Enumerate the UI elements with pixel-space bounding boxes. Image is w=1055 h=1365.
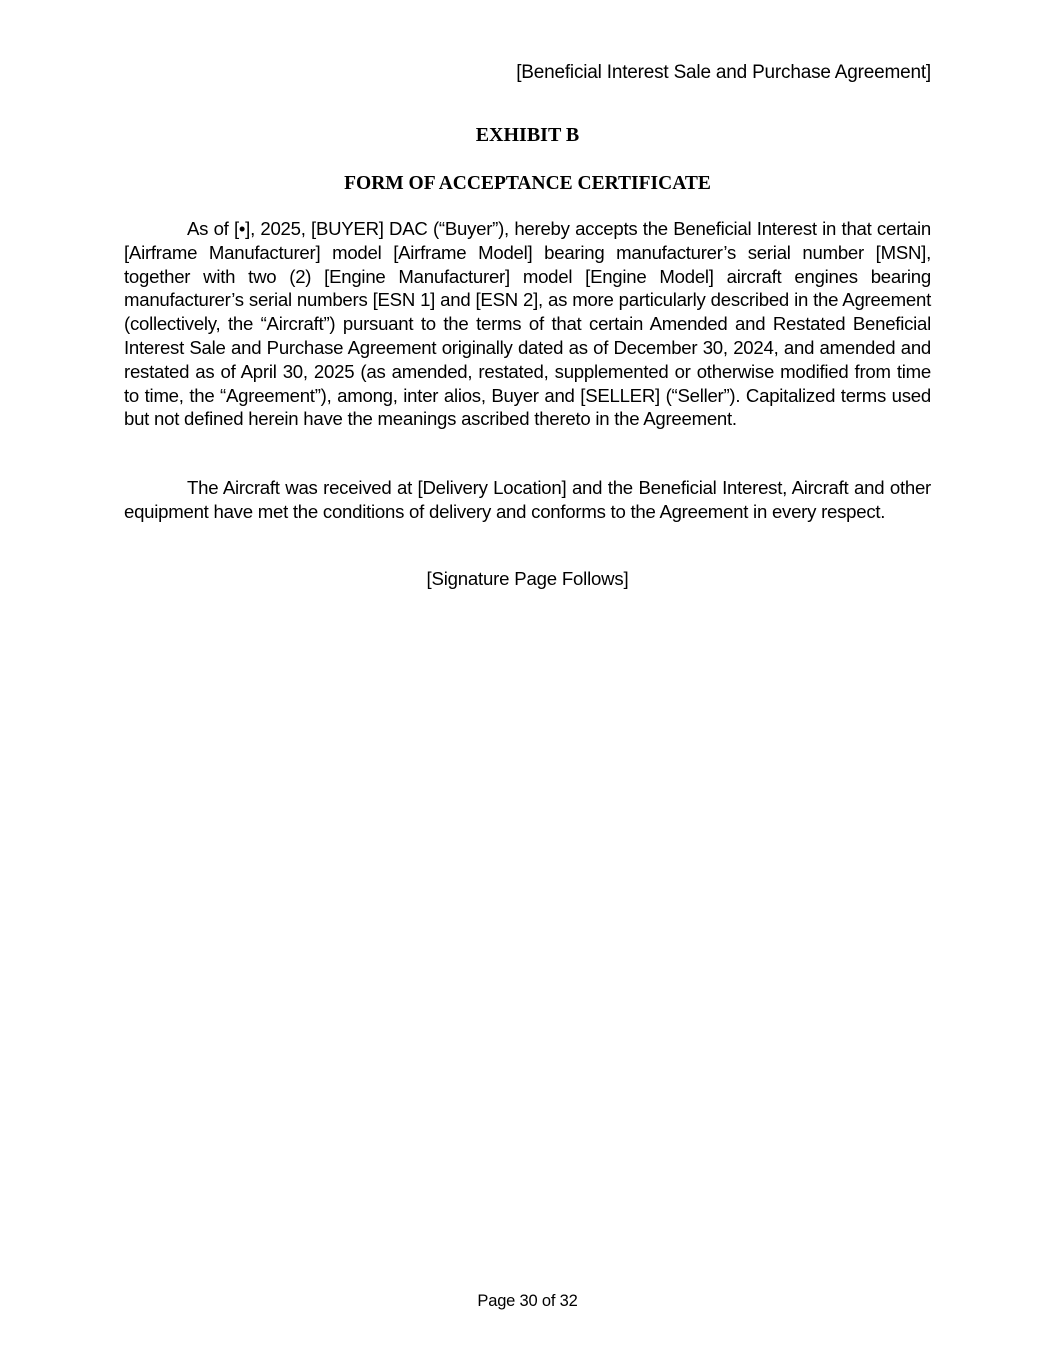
running-header: [Beneficial Interest Sale and Purchase Agreement] <box>516 62 931 83</box>
page-number: Page 30 of 32 <box>477 1292 578 1310</box>
exhibit-title: EXHIBIT B <box>475 124 580 146</box>
delivery-paragraph <box>124 476 931 524</box>
signature-page-follows-note: [Signature Page Follows] <box>426 568 629 589</box>
form-title: FORM OF ACCEPTANCE CERTIFICATE <box>344 173 711 194</box>
acceptance-paragraph-text: As of [•], 2025, [BUYER] DAC (“Buyer”), hereby accepts the Beneficial Interest in that certain [Airframe Manufacturer] model [Airframe Model] bearing manufacturer’s serial number [MSN], together with two (2) [Engine Manufacturer] model [Engine Model] aircraft engines bearing manufacturer’s serial numbers [ESN 1] and [ESN 2], as more particularly described in the Agreement (collectively, the “Aircraft”) pursuant to the terms of that certain Amended and Restated Beneficial Interest Sale and Purchase Agreement originally dated as of December 30, 2024, and amended and restated as of April 30, 2025 (as amended, restated, supplemented or otherwise modified from time to time, the “Agreement”), among, inter alios, Buyer and [SELLER] (“Seller”). Capitalized terms used but not defined herein have the meanings ascribed thereto in the Agreement. <box>124 218 931 430</box>
delivery-paragraph-text: The Aircraft was received at [Delivery Location] and the Beneficial Interest, Aircraft and other equipment have met the conditions of delivery and conforms to the Agreement in every respect. <box>124 477 931 522</box>
acceptance-paragraph <box>124 217 931 431</box>
